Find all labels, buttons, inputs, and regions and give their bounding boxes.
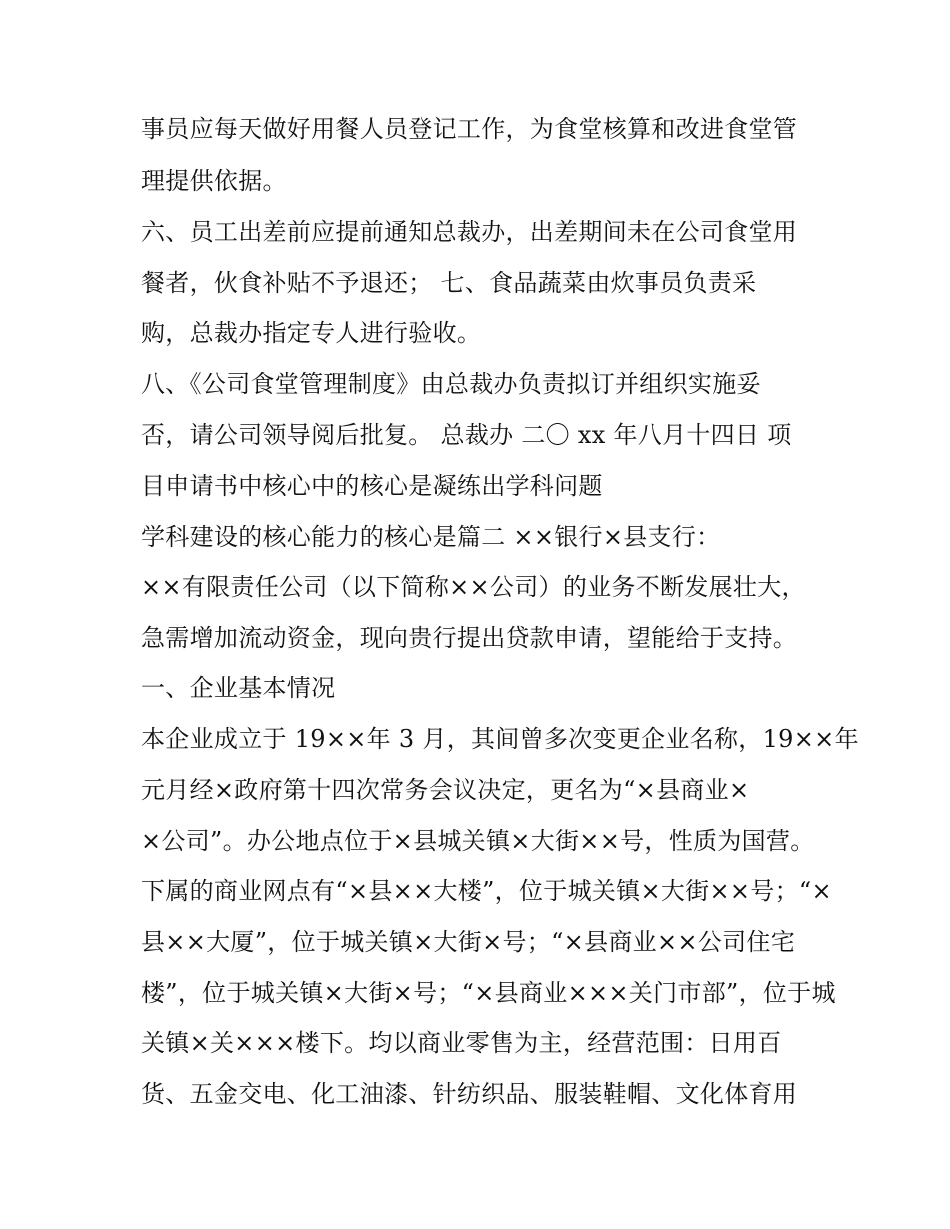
text-line: 县××大厦”，位于城关镇×大街×号；“×县商业××公司住宅 <box>141 928 796 956</box>
text-line: 购，总裁办指定专人进行验收。 <box>141 319 482 347</box>
text-line: 八、《公司食堂管理制度》由总裁办负责拟订并组织实施妥 <box>141 370 761 398</box>
text-line: ××有限责任公司（以下简称××公司）的业务不断发展壮大， <box>141 573 806 601</box>
text-line: 急需增加流动资金，现向贵行提出贷款申请，望能给于支持。 <box>141 624 798 652</box>
text-line: 一、企业基本情况 <box>141 674 336 702</box>
text-line: 楼”，位于城关镇×大街×号；“×县商业×××关门市部”，位于城 <box>141 979 836 1007</box>
text-line: 六、员工出差前应提前通知总裁办，出差期间未在公司食堂用 <box>141 218 798 246</box>
text-line: 下属的商业网点有“×县××大楼”，位于城关镇×大街××号；“× <box>141 877 832 905</box>
text-line: 餐者，伙食补贴不予退还； 七、食品蔬菜由炊事员负责采 <box>141 269 757 297</box>
text-line: 学科建设的核心能力的核心是篇二 ××银行×县支行： <box>141 523 721 551</box>
text-line: 货、五金交电、化工油漆、针纺织品、服装鞋帽、文化体育用 <box>141 1080 798 1108</box>
text-line: 理提供依据。 <box>141 167 287 195</box>
text-line: ×公司”。办公地点位于×县城关镇×大街××号，性质为国营。 <box>141 827 815 855</box>
text-line: 元月经×政府第十四次常务会议决定，更名为“×县商业× <box>141 776 750 804</box>
text-line: 否，请公司领导阅后批复。 总裁办 二〇 xx 年八月十四日 项 <box>141 421 792 449</box>
text-line: 目申请书中核心中的核心是凝练出学科问题 <box>141 472 603 500</box>
text-line: 关镇×关×××楼下。均以商业零售为主，经营范围：日用百 <box>141 1029 782 1057</box>
text-line: 本企业成立于 19××年 3 月，其间曾多次变更企业名称，19××年 <box>141 725 859 753</box>
text-line: 事员应每天做好用餐人员登记工作，为食堂核算和改进食堂管 <box>141 115 798 143</box>
